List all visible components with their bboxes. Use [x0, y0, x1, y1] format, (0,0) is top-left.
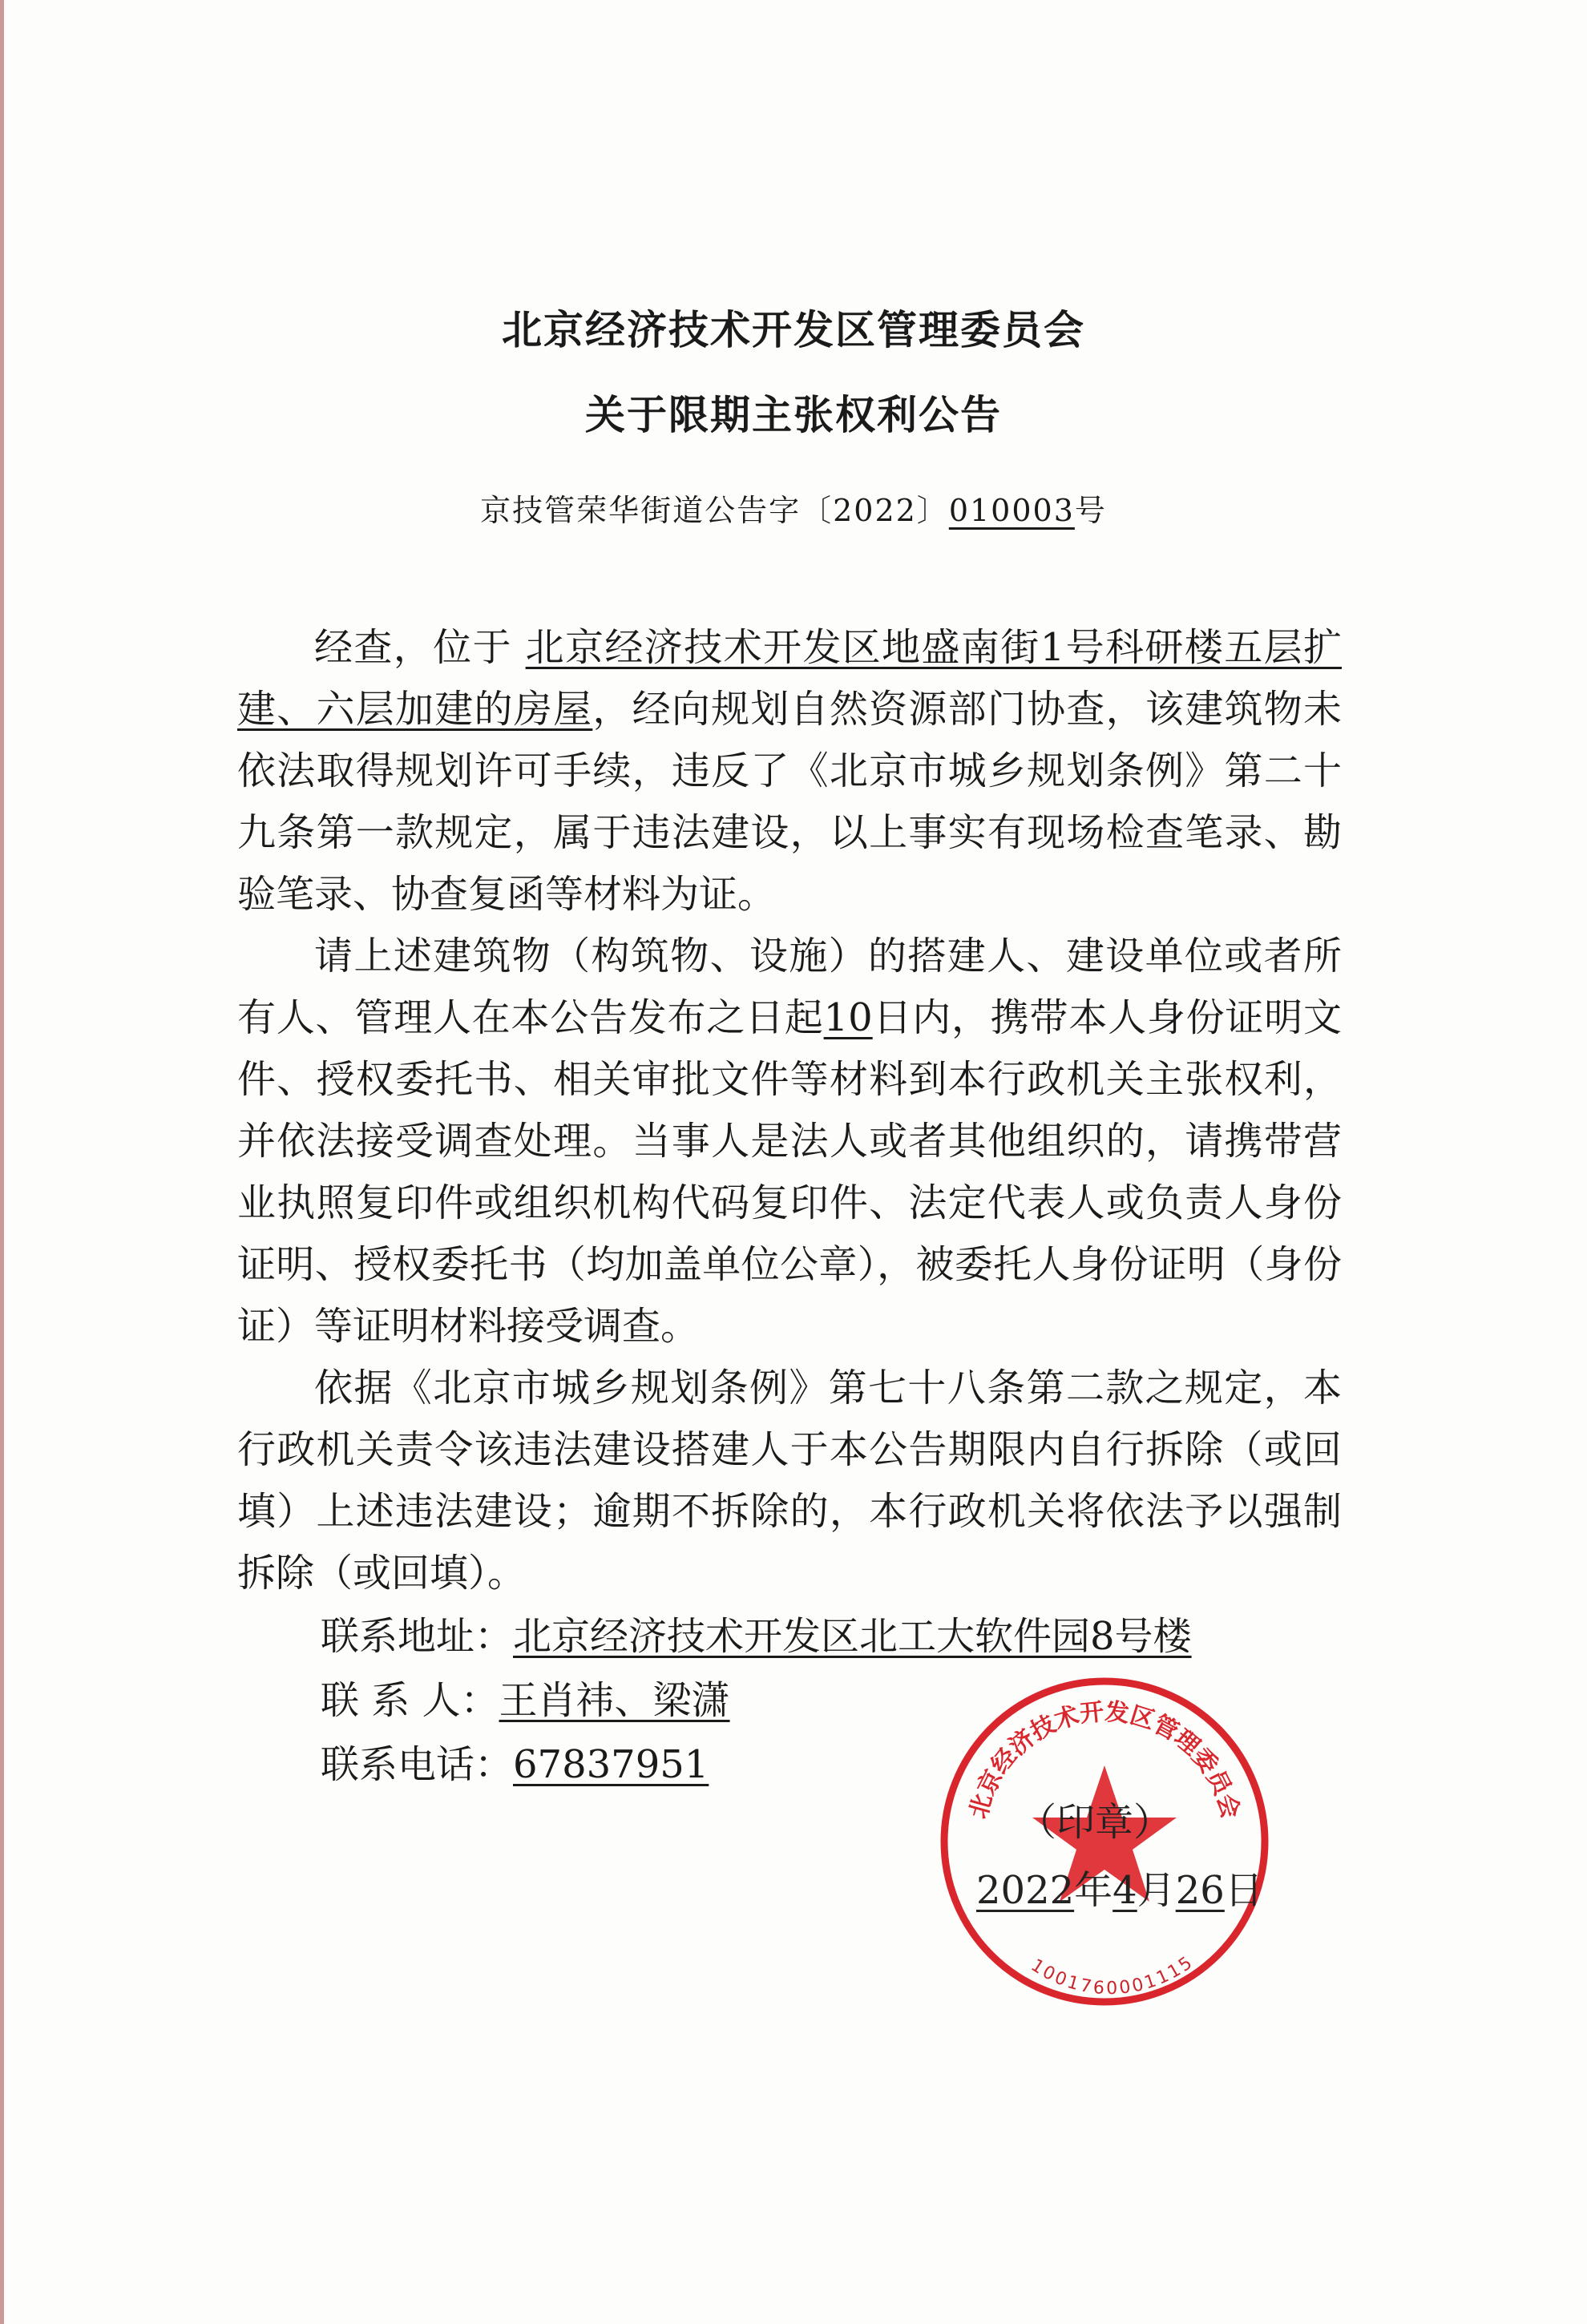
contact-address	[321, 1604, 1342, 1668]
building-location: 北京经济技术开发区地盛南街1号科研楼五层扩建、六层加建的房屋	[237, 625, 1342, 732]
unit: 年	[1074, 1868, 1113, 1913]
paragraph-request	[237, 926, 1342, 1358]
label: 联系电话：	[321, 1742, 514, 1787]
text: 请上述建筑物（构筑物、设施）的搭建人、建设单位或者所有人、管理人在本公告发布之日起	[237, 934, 1342, 1040]
document-subtitle: 关于限期主张权利公告	[585, 392, 1002, 438]
text: 日内，携带本人身份证明文件、授权委托书、相关审批文件等材料到本行政机关主张权利，并依法接受调查处理。当事人是法人或者其他组织的，请携带营业执照复印件或组织机构代码复印件、法定代表人或负责人身份证明、授权委托书（均加盖单位公章），被委托人身份证明（身份证）等证明材料接受调查。	[237, 995, 1342, 1349]
person-value: 王肖祎、梁潇	[499, 1678, 730, 1723]
signature-date	[976, 1859, 1263, 1914]
seal-label: （印章）	[1018, 1800, 1173, 1845]
text: ，经向规划自然资源部门协查，该建筑物未依法取得规划许可手续，违反了《北京市城乡规划条例》第二十九条第一款规定，属于违法建设，以上事实有现场检查笔录、勘验笔录、协查复函等材料为证。	[237, 687, 1342, 917]
doc-number-suffix: 号	[1074, 493, 1107, 528]
paragraph-order: 依据《北京市城乡规划条例》第七十八条第二款之规定，本行政机关责令该违法建设搭建人于本公告期限内自行拆除（或回填）上述违法建设；逾期不拆除的，本行政机关将依法予以强制拆除（或回填）。	[237, 1366, 1342, 1596]
text: 经查，位于	[314, 625, 526, 670]
year: 2022	[976, 1868, 1075, 1913]
day: 26	[1175, 1868, 1225, 1913]
unit: 日	[1224, 1868, 1263, 1913]
label: 联 系 人：	[321, 1678, 499, 1723]
phone-value: 67837951	[513, 1742, 709, 1787]
paragraph-findings	[237, 617, 1342, 926]
doc-number-prefix: 京技管荣华街道公告字〔2022〕	[480, 493, 949, 528]
seal-code: 1001760001115	[1027, 1951, 1198, 1999]
document-title: 北京经济技术开发区管理委员会	[502, 307, 1085, 353]
unit: 月	[1137, 1868, 1176, 1913]
document-number	[0, 486, 1587, 530]
notice-body	[237, 617, 1342, 1604]
address-value: 北京经济技术开发区北工大软件园8号楼	[513, 1614, 1192, 1659]
doc-number-value: 010003	[948, 493, 1075, 528]
label: 联系地址：	[321, 1614, 514, 1659]
month: 4	[1113, 1868, 1137, 1913]
deadline-days: 10	[823, 995, 873, 1040]
notice-content	[237, 617, 1342, 1797]
seal-org-text: 北京经济技术开发区管理委员会	[964, 1697, 1245, 1822]
